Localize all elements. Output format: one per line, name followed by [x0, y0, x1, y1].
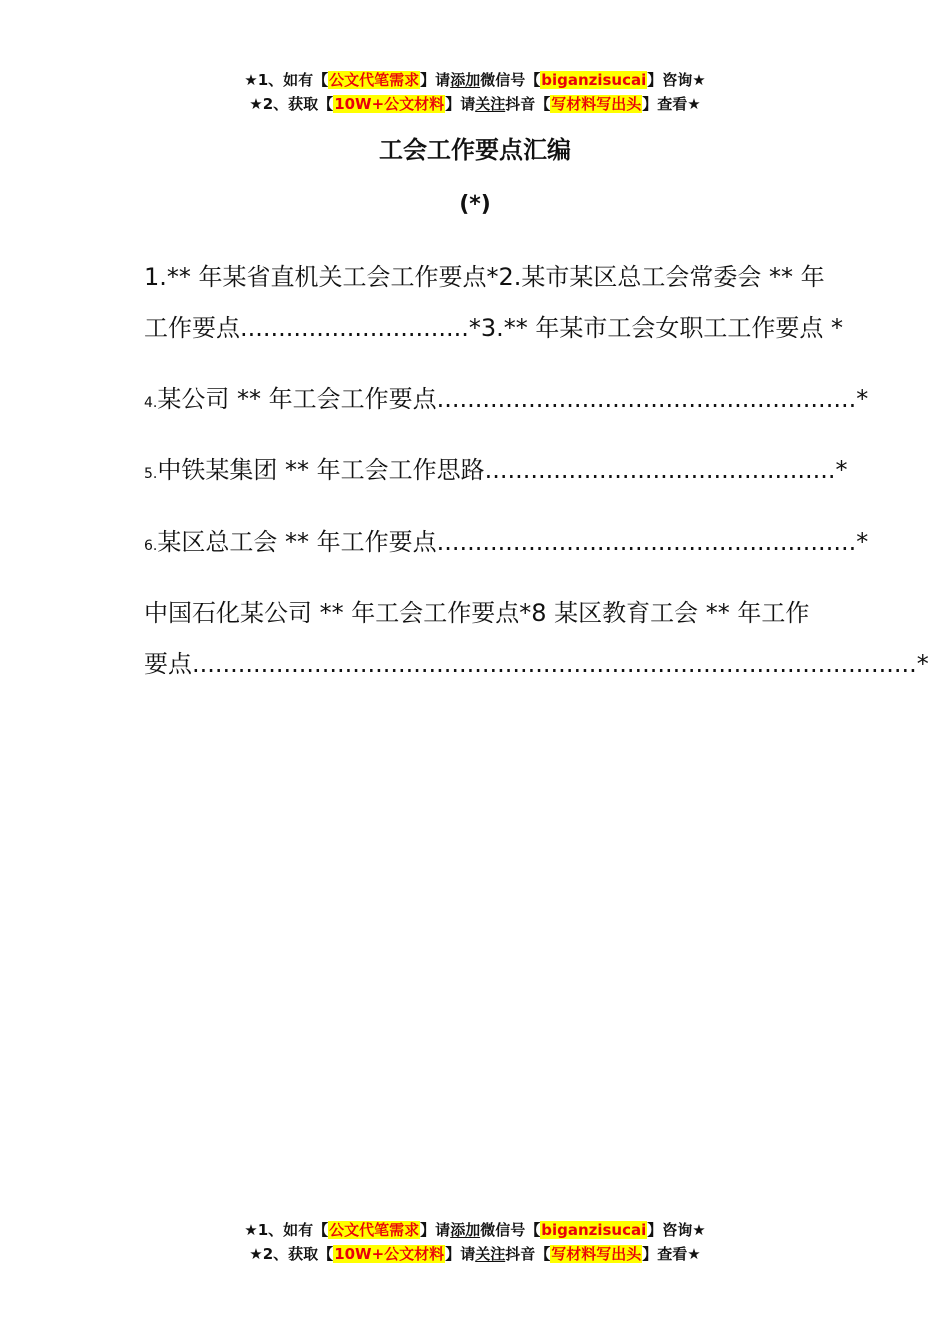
- toc-entry-number: 6.: [144, 538, 158, 554]
- banner-underline-follow: 关注: [475, 95, 506, 113]
- banner-text: 微信号【: [480, 71, 541, 89]
- banner-line-2: [0, 92, 950, 116]
- banner-text: 】咨询★: [647, 1221, 706, 1239]
- banner-text: 】请: [420, 71, 451, 89]
- banner-text: 】请: [420, 1221, 451, 1239]
- toc-entry-text: 某公司 ** 年工会工作要点.......................................................*: [157, 385, 869, 413]
- banner-text: 】请: [445, 1245, 476, 1263]
- banner-line-2: [0, 1242, 950, 1266]
- banner-highlight-materials: 10W+公文材料: [334, 95, 445, 113]
- banner-underline-add: 添加: [450, 1221, 481, 1239]
- banner-text: 】咨询★: [647, 71, 706, 89]
- banner-underline-add: 添加: [450, 71, 481, 89]
- toc-entry-number: 4.: [144, 395, 158, 411]
- banner-highlight-douyin-id: 写材料写出头: [551, 95, 642, 113]
- banner-text: 微信号【: [480, 1221, 541, 1239]
- banner-text: 抖音【: [505, 95, 551, 113]
- banner-highlight-wechat-id: biganzisucai: [541, 71, 647, 89]
- toc-entry-text: 某区总工会 ** 年工作要点.......................................................*: [157, 528, 869, 556]
- toc-entry-7-line-1: 中国石化某公司 ** 年工会工作要点*8 某区教育工会 ** 年工作: [144, 599, 810, 627]
- toc-entry-6: [144, 527, 868, 561]
- banner-text: ★2、获取【: [249, 95, 334, 113]
- banner-text: 抖音【: [505, 1245, 551, 1263]
- toc-entry-7-line-2: 要点...............................................................................................*: [144, 650, 929, 678]
- banner-underline-follow: 关注: [475, 1245, 506, 1263]
- banner-text: ★2、获取【: [249, 1245, 334, 1263]
- banner-text: 】请: [445, 95, 476, 113]
- banner-text: ★1、如有【: [244, 71, 329, 89]
- toc-entry-1-line-2: 工作要点..............................*3.** 年某市工会女职工工作要点 *: [144, 314, 844, 342]
- toc-entry-text: 中铁某集团 ** 年工会工作思路..............................................*: [157, 456, 848, 484]
- toc-entry-number: 5.: [144, 466, 158, 482]
- banner-highlight-service: 公文代笔需求: [329, 1221, 420, 1239]
- toc-entry-5: [144, 455, 848, 489]
- banner-highlight-wechat-id: biganzisucai: [541, 1221, 647, 1239]
- banner-text: ★1、如有【: [244, 1221, 329, 1239]
- document-subtitle: (*): [459, 192, 491, 217]
- banner-line-1: [0, 68, 950, 92]
- banner-highlight-douyin-id: 写材料写出头: [551, 1245, 642, 1263]
- banner-highlight-service: 公文代笔需求: [329, 71, 420, 89]
- top-banner: [0, 68, 950, 116]
- bottom-banner: [0, 1218, 950, 1266]
- banner-line-1: [0, 1218, 950, 1242]
- document-title: 工会工作要点汇编: [379, 136, 571, 164]
- toc-entry-4: [144, 384, 868, 418]
- banner-text: 】查看★: [642, 95, 701, 113]
- banner-highlight-materials: 10W+公文材料: [334, 1245, 445, 1263]
- banner-text: 】查看★: [642, 1245, 701, 1263]
- toc-entry-1-line-1: 1.** 年某省直机关工会工作要点*2.某市某区总工会常委会 ** 年: [144, 263, 825, 291]
